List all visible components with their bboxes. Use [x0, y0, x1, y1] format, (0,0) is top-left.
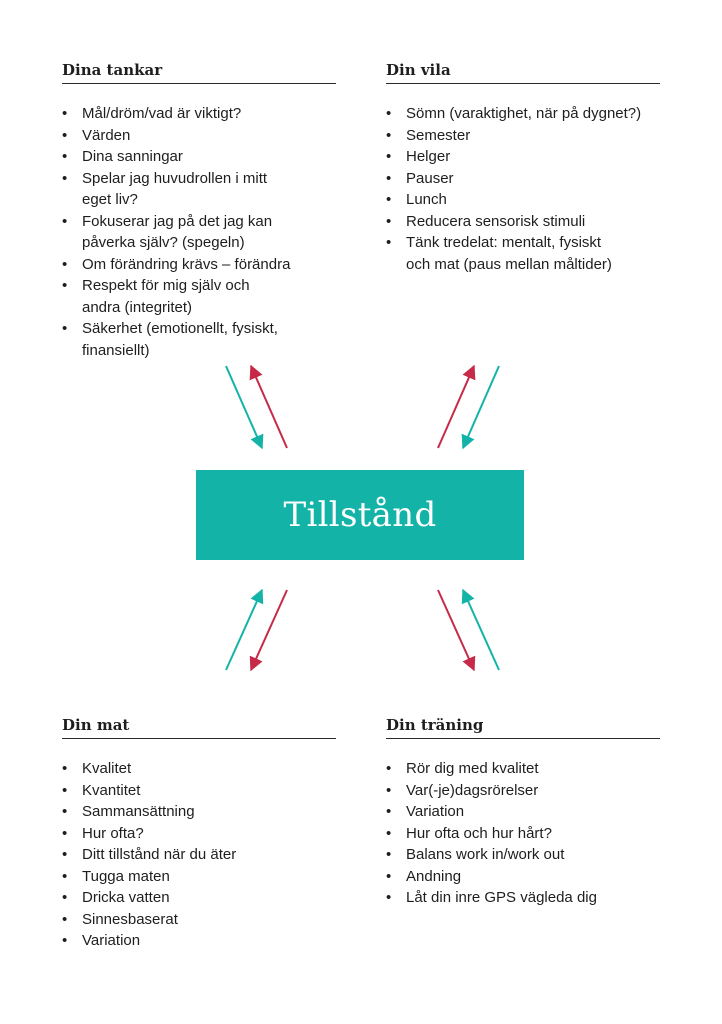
list-item — [386, 801, 660, 823]
list-item-text: • Ditt tillstånd när du äter — [82, 846, 237, 863]
arrow-center-to-vila — [438, 366, 474, 448]
list-item — [62, 823, 336, 845]
arrow-vila-to-center — [463, 366, 499, 448]
list-item-text: • Reducera sensorisk stimuli — [406, 212, 586, 230]
list-item — [62, 146, 336, 168]
list-item — [386, 823, 660, 845]
list-item-text: • Lunch — [406, 191, 447, 208]
list-item-text: • Sinnesbaserat — [82, 910, 178, 928]
list-item — [62, 758, 336, 780]
list-item-text: • Semester — [406, 126, 471, 144]
list-item — [386, 887, 660, 909]
bullet-list — [62, 758, 336, 952]
list-item — [386, 146, 660, 168]
list-item-text: • Spelar jag huvudrollen i mitt — [82, 169, 268, 187]
list-item-text: • Variation — [82, 932, 141, 949]
list-item — [62, 103, 336, 125]
section-din-mat — [62, 715, 336, 952]
list-item-text: påverka själv? (spegeln) — [82, 234, 245, 251]
list-item — [386, 232, 660, 275]
list-item-text: • Kvantitet — [82, 781, 141, 799]
arrow-traning-to-center — [463, 590, 499, 670]
list-item — [62, 866, 336, 888]
bullet-list — [62, 103, 336, 361]
list-item — [386, 866, 660, 888]
list-item-text: • Sammansättning — [82, 803, 195, 820]
list-item-text: • Dricka vatten — [82, 889, 170, 906]
list-item — [62, 887, 336, 909]
list-item-text: • Pauser — [406, 169, 454, 187]
arrow-mat-to-center — [226, 590, 262, 670]
list-item — [62, 211, 336, 254]
center-label: Tillstånd — [283, 495, 437, 535]
section-title: Din vila — [386, 60, 660, 84]
list-item — [62, 780, 336, 802]
list-item-text: • Sömn (varaktighet, när på dygnet?) — [406, 105, 642, 122]
arrow-center-to-mat — [251, 590, 287, 670]
list-item — [386, 780, 660, 802]
list-item — [62, 801, 336, 823]
list-item-text: • Andning — [406, 867, 462, 885]
arrow-center-to-traning — [438, 590, 474, 670]
section-title: Din mat — [62, 715, 336, 739]
arrow-tankar-to-center — [226, 366, 262, 448]
list-item-text: och mat (paus mellan måltider) — [406, 255, 612, 273]
center-box — [196, 470, 524, 560]
list-item-text: • Hur ofta och hur hårt? — [406, 824, 552, 842]
list-item-text: • Om förändring krävs – förändra — [82, 255, 291, 273]
bullet-list — [386, 758, 660, 909]
list-item — [62, 168, 336, 211]
list-item — [62, 254, 336, 276]
section-title: Dina tankar — [62, 60, 336, 84]
list-item-text: • Låt din inre GPS vägleda dig — [406, 889, 597, 906]
arrow-center-to-tankar — [251, 366, 287, 448]
list-item — [62, 125, 336, 147]
list-item — [386, 103, 660, 125]
list-item — [386, 758, 660, 780]
list-item-text: eget liv? — [82, 191, 138, 208]
list-item-text: • Variation — [406, 803, 465, 820]
list-item — [386, 168, 660, 190]
list-item-text: • Var(-je)dagsrörelser — [406, 781, 539, 799]
section-title: Din träning — [386, 715, 660, 739]
list-item — [386, 125, 660, 147]
list-item-text: • Säkerhet (emotionellt, fysiskt, — [82, 320, 278, 337]
list-item — [62, 275, 336, 318]
list-item-text: • Balans work in/work out — [406, 846, 565, 863]
section-din-traning — [386, 715, 660, 909]
list-item — [62, 318, 336, 361]
list-item — [62, 930, 336, 952]
list-item-text: • Fokuserar jag på det jag kan — [82, 212, 273, 230]
list-item — [386, 211, 660, 233]
section-dina-tankar — [62, 60, 336, 361]
list-item — [62, 844, 336, 866]
list-item-text: • Värden — [82, 126, 131, 144]
list-item-text: • Kvalitet — [82, 760, 132, 777]
list-item — [386, 844, 660, 866]
section-din-vila — [386, 60, 660, 275]
list-item-text: • Rör dig med kvalitet — [406, 760, 539, 777]
list-item-text: • Tänk tredelat: mentalt, fysiskt — [406, 234, 602, 251]
list-item-text: andra (integritet) — [82, 298, 193, 316]
list-item-text: • Respekt för mig själv och — [82, 277, 250, 294]
list-item-text: • Hur ofta? — [82, 824, 144, 842]
list-item-text: • Tugga maten — [82, 867, 170, 885]
bullet-list — [386, 103, 660, 275]
list-item-text: finansiellt) — [82, 341, 150, 359]
list-item — [62, 909, 336, 931]
list-item-text: • Helger — [406, 148, 451, 165]
list-item-text: • Mål/dröm/vad är viktigt? — [82, 105, 242, 122]
list-item-text: • Dina sanningar — [82, 148, 183, 165]
list-item — [386, 189, 660, 211]
